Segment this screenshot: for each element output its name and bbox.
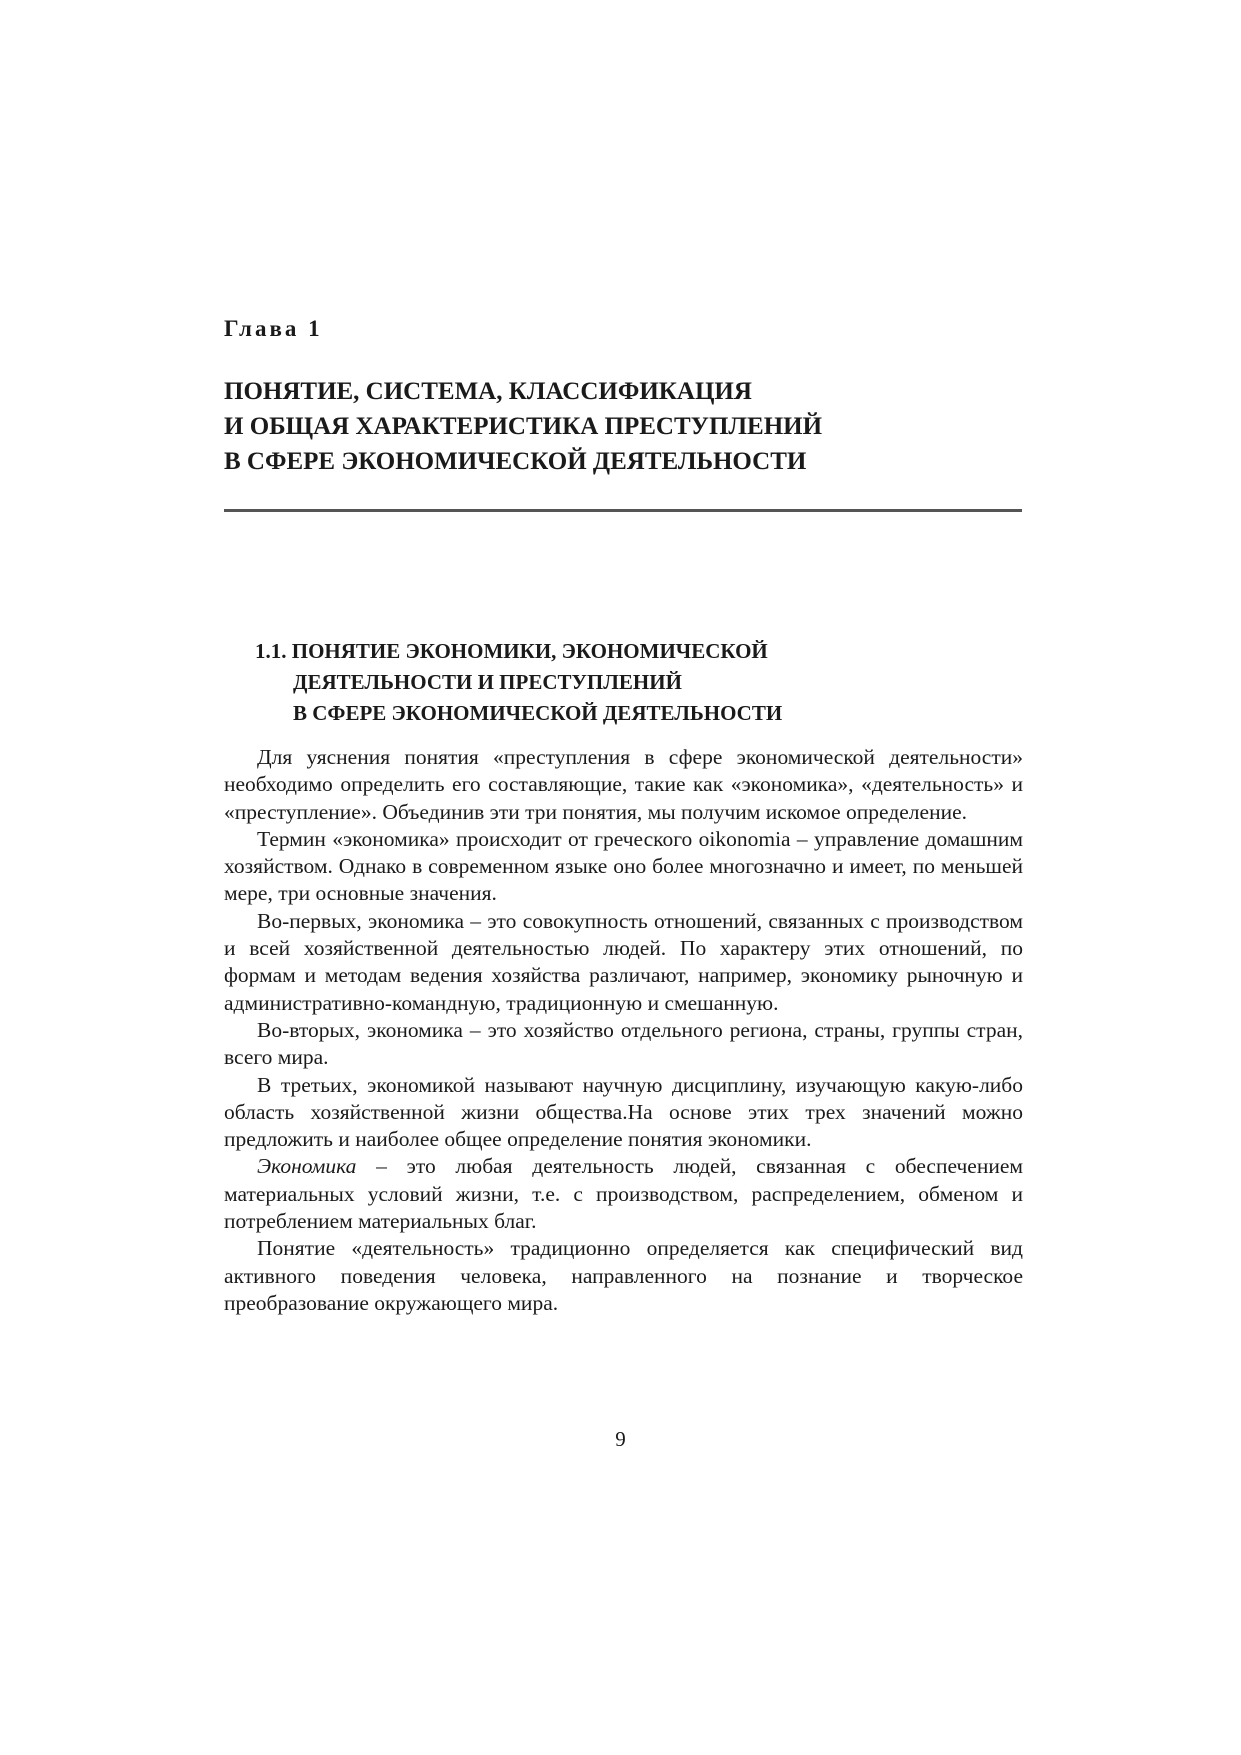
chapter-title-line: ПОНЯТИЕ, СИСТЕМА, КЛАССИФИКАЦИЯ [224, 378, 752, 405]
chapter-title-line: В СФЕРЕ ЭКОНОМИЧЕСКОЙ ДЕЯТЕЛЬНОСТИ [224, 448, 807, 475]
section-title-line: ДЕЯТЕЛЬНОСТИ И ПРЕСТУПЛЕНИЙ [293, 670, 682, 694]
definition-term: Экономика [257, 1154, 357, 1179]
chapter-divider [224, 509, 1022, 512]
section-title-line: 1.1. ПОНЯТИЕ ЭКОНОМИКИ, ЭКОНОМИЧЕСКОЙ [255, 639, 768, 663]
paragraph: Термин «экономика» происходит от греческого oikonomia – управление домашним хозяйством. Однако в современном языке оно более многозначно и имеет, по меньшей мере, три основные значения. [224, 826, 1023, 906]
paragraph: Для уяснения понятия «преступления в сфере экономической деятельности» необходимо определить его составляющие, такие как «экономика», «деятельность» и «преступление». Объединив эти три понятия, мы получим искомое определение. [224, 745, 1023, 824]
paragraph: Во-первых, экономика – это совокупность отношений, связанных с производством и всей хозяйственной деятельностью людей. По характеру этих отношений, по формам и методам ведения хозяйства различают, например, экономику рыночную и административно-командную, традиционную и смешанную. [224, 908, 1023, 1015]
page-number: 9 [615, 1427, 626, 1451]
paragraph: В третьих, экономикой называют научную дисциплину, изучающую какую-либо область хозяйственной жизни общества.На основе этих трех значений можно предложить и наиболее общее определение понятия экономики. [224, 1072, 1023, 1152]
section-title-line: В СФЕРЕ ЭКОНОМИЧЕСКОЙ ДЕЯТЕЛЬНОСТИ [293, 701, 783, 725]
section-title [255, 636, 955, 729]
definition-paragraph [224, 1153, 1023, 1235]
chapter-title [224, 374, 1024, 479]
paragraph: Понятие «деятельность» традиционно определяется как специфический вид активного поведения человека, направленного на познание и творческое преобразование окружающего мира. [224, 1236, 1023, 1315]
paragraph: Во-вторых, экономика – это хозяйство отдельного региона, страны, группы стран, всего мира. [224, 1017, 1023, 1070]
chapter-label: Глава 1 [224, 316, 323, 341]
body-text [224, 744, 1023, 1317]
definition-text: – это любая деятельность людей, связанная с обеспечением материальных условий жизни, т.е. с производством, распределением, обменом и потреблением материальных благ. [224, 1154, 1023, 1234]
chapter-title-line: И ОБЩАЯ ХАРАКТЕРИСТИКА ПРЕСТУПЛЕНИЙ [224, 413, 823, 440]
